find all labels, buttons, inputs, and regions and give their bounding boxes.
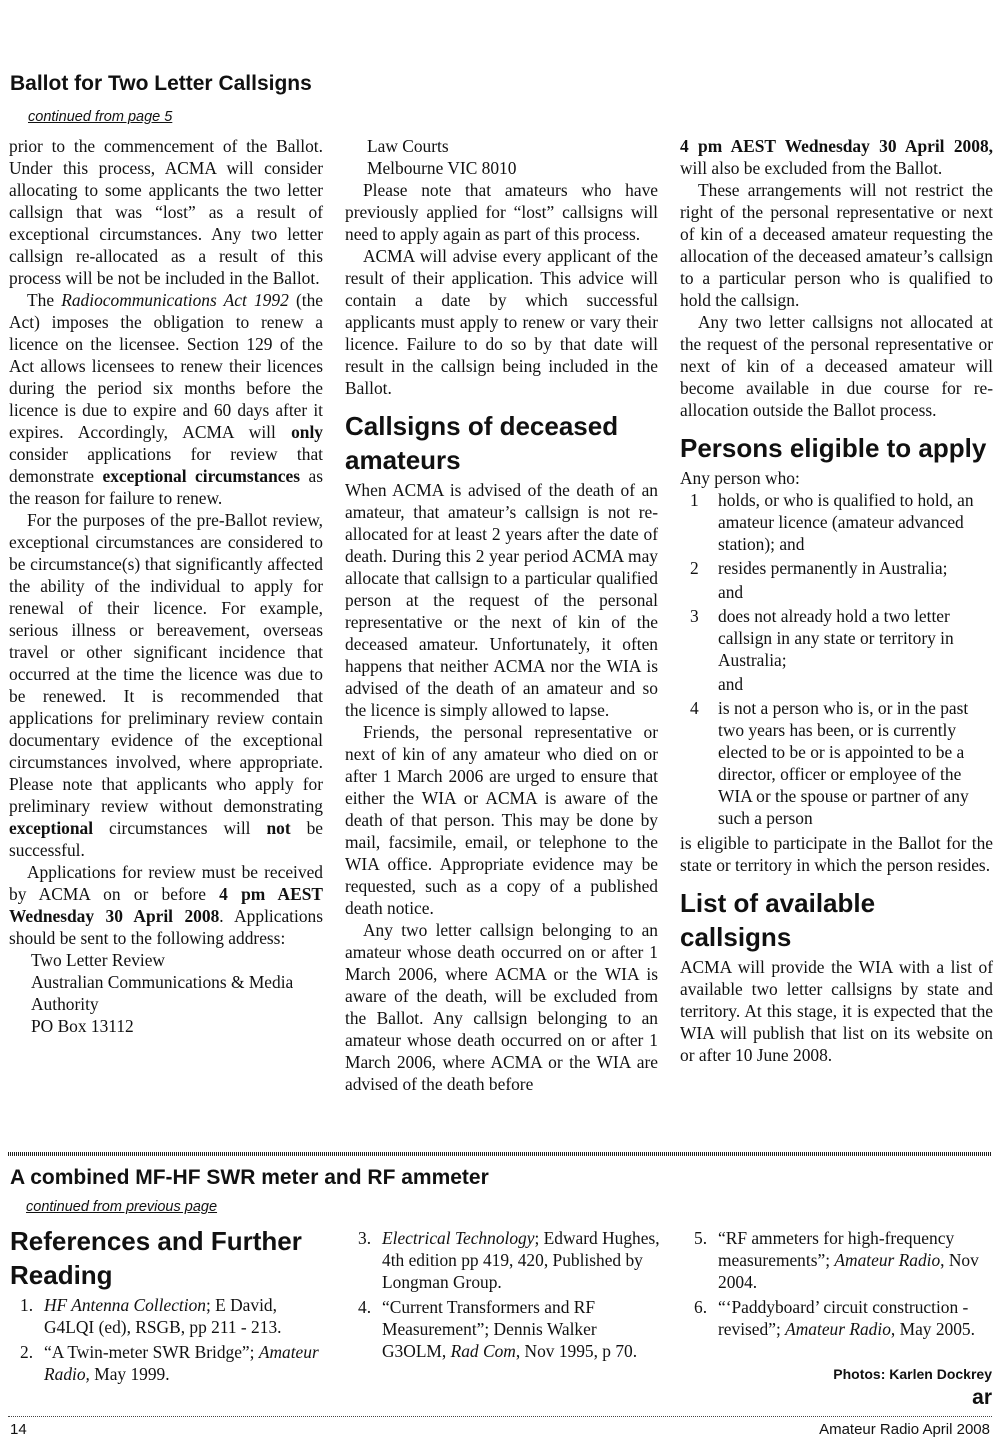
list-item: 4 is not a person who is, or in the past two years has been, or is currently elected to be or is appointed to be a director, officer or employee of the WIA or the spouse or partner of any such a person <box>690 698 969 828</box>
section-heading: Callsigns of deceased amateurs <box>345 411 619 475</box>
article-title: A combined MF-HF SWR meter and RF ammeter <box>10 1166 489 1189</box>
address-line: Melbourne VIC 8010 <box>367 158 517 178</box>
continued-note: continued from previous page <box>26 1199 218 1215</box>
paragraph: 4 pm AEST Wednesday 30 April 2008, will also be excluded from the Ballot. <box>680 136 993 178</box>
mailing-address-continued <box>345 135 658 179</box>
paragraph: The Radiocommunications Act 1992 (the Act) imposes the obligation to renew a licence on the licensee. Section 129 of the Act allows licensees to renew their licences during the period six months before the licence is due to expire and 60 days after it expires. Accordingly, ACMA will only consider applications for review that demonstrate exceptional circumstances as the reason for failure to renew. <box>9 290 324 508</box>
publication-name: Amateur Radio April 2008 <box>819 1421 990 1438</box>
reference-item: 2. “A Twin-meter SWR Bridge”; Amateur Radio, May 1999. <box>20 1342 319 1384</box>
address-line: Authority <box>31 994 99 1014</box>
paragraph: Applications for review must be received by ACMA on or before 4 pm AEST Wednesday 30 April 2008. Applications should be sent to the following address: <box>9 862 323 948</box>
article-column-3 <box>680 135 993 1066</box>
section-divider <box>8 1152 992 1156</box>
paragraph: Friends, the personal representative or next of kin of any amateur who died on or after 1 March 2006 are urged to ensure that either the WIA or ACMA is aware of the death of that person. This may be done by mail, facsimile, email, or telephone to the WIA office. Appropriate evidence may be requested, such as a copy of a published death notice. <box>345 722 658 918</box>
paragraph: These arrangements will not restrict the right of the personal representative or next of kin of a deceased amateur requesting the allocation of the deceased amateur’s callsign to a particular person who is qualified to hold the callsign. <box>680 180 993 310</box>
continued-note: continued from page 5 <box>28 109 173 125</box>
reference-item: 5. “RF ammeters for high-frequency measurements”; Amateur Radio, Nov 2004. <box>694 1228 979 1292</box>
paragraph: is eligible to participate in the Ballot for the state or territory in which the person resides. <box>680 833 993 875</box>
article-column-2 <box>345 135 658 1095</box>
list-item: 1 holds, or who is qualified to hold, an amateur licence (amateur advanced station); and <box>690 490 974 554</box>
address-line: PO Box 13112 <box>31 1016 134 1036</box>
list-item: 3 does not already hold a two letter callsign in any state or territory in Australia; <box>690 606 954 670</box>
reference-item: 1. HF Antenna Collection; E David, G4LQI (ed), RSGB, pp 211 - 213. <box>20 1295 282 1337</box>
paragraph: Please note that amateurs who have previously applied for “lost” callsigns will need to apply again as part of this process. <box>345 180 658 244</box>
paragraph: ACMA will advise every applicant of the result of their application. This advice will contain a date by which successful applicants must apply to renew or vary their licence. Failure to do so by that date will result in the callsign being included in the Ballot. <box>345 246 658 398</box>
address-line: Two Letter Review <box>31 950 165 970</box>
footer-rule <box>8 1416 992 1417</box>
list-item: 2 resides permanently in Australia; <box>690 558 948 578</box>
references-list-3 <box>694 1227 994 1343</box>
article-column-1 <box>9 135 323 1037</box>
end-mark: ar <box>972 1386 992 1409</box>
paragraph: Any person who: <box>680 468 800 488</box>
page-number: 14 <box>10 1421 27 1438</box>
eligibility-list <box>680 489 993 829</box>
and-label: and <box>718 582 744 602</box>
article-title: Ballot for Two Letter Callsigns <box>10 72 312 95</box>
address-line: Law Courts <box>367 136 449 156</box>
references-list-2 <box>358 1227 660 1365</box>
references-heading: References and Further Reading <box>10 1226 302 1290</box>
paragraph: For the purposes of the pre-Ballot review, exceptional circumstances are considered to be circumstance(s) that significantly affected the ability of the individual to apply for renewal of their licence. For example, serious illness or bereavement, overseas travel or other significant incidence that occurred at the time the licence was due to be renewed. It is recommended that applications for preliminary review contain documentary evidence of the exceptional circumstances involved, where appropriate. Please note that applicants who apply for preliminary review without demonstrating exceptional circumstances will not be successful. <box>9 510 323 860</box>
photo-credit: Photos: Karlen Dockrey <box>833 1366 992 1382</box>
paragraph: When ACMA is advised of the death of an amateur, that amateur’s callsign is not re-allocated for at least 2 years after the date of death. During this 2 year period ACMA may allocate that callsign to a particular qualified person at the request of the personal representative or the next of kin of the deceased amateur. Unfortunately, it often happens that neither ACMA nor the WIA is advised of the death of an amateur and so the licence is simply allowed to lapse. <box>345 480 658 720</box>
reference-item: 4. “Current Transformers and RF Measurement”; Dennis Walker G3OLM, Rad Com, Nov 1995, p 70. <box>358 1297 638 1361</box>
reference-item: 3. Electrical Technology; Edward Hughes, 4th edition pp 419, 420, Published by Longman Group. <box>358 1228 660 1292</box>
paragraph: Any two letter callsigns not allocated at the request of the personal representative or next of kin of a deceased amateur will become available in due course for re-allocation outside the Ballot process. <box>680 312 993 420</box>
mailing-address <box>9 949 323 1037</box>
paragraph: prior to the commencement of the Ballot. Under this process, ACMA will consider allocating to some applicants the two letter callsign that was “lost” as a result of exceptional circumstances. Any two letter callsign re-allocated as a result of this process will be not be included in the Ballot. <box>9 136 323 288</box>
section-heading: Persons eligible to apply <box>680 433 987 463</box>
and-label: and <box>718 674 744 694</box>
address-line: Australian Communications & Media <box>31 972 294 992</box>
paragraph: Any two letter callsign belonging to an amateur whose death occurred on or after 1 March 2006, where ACMA or the WIA is aware of the death, will be excluded from the Ballot. Any callsign belonging to an amateur whose death occurred on or after 1 March 2006, where ACMA or the WIA are advised of the death before <box>345 920 658 1094</box>
reference-item: 6. “‘Paddyboard’ circuit construction - revised”; Amateur Radio, May 2005. <box>694 1297 975 1339</box>
references-list-1 <box>20 1294 325 1388</box>
section-heading: List of available callsigns <box>680 888 876 952</box>
paragraph: ACMA will provide the WIA with a list of available two letter callsigns by state and territory. At this stage, it is expected that the WIA will publish that list on its website on or after 10 June 2008. <box>680 957 993 1065</box>
